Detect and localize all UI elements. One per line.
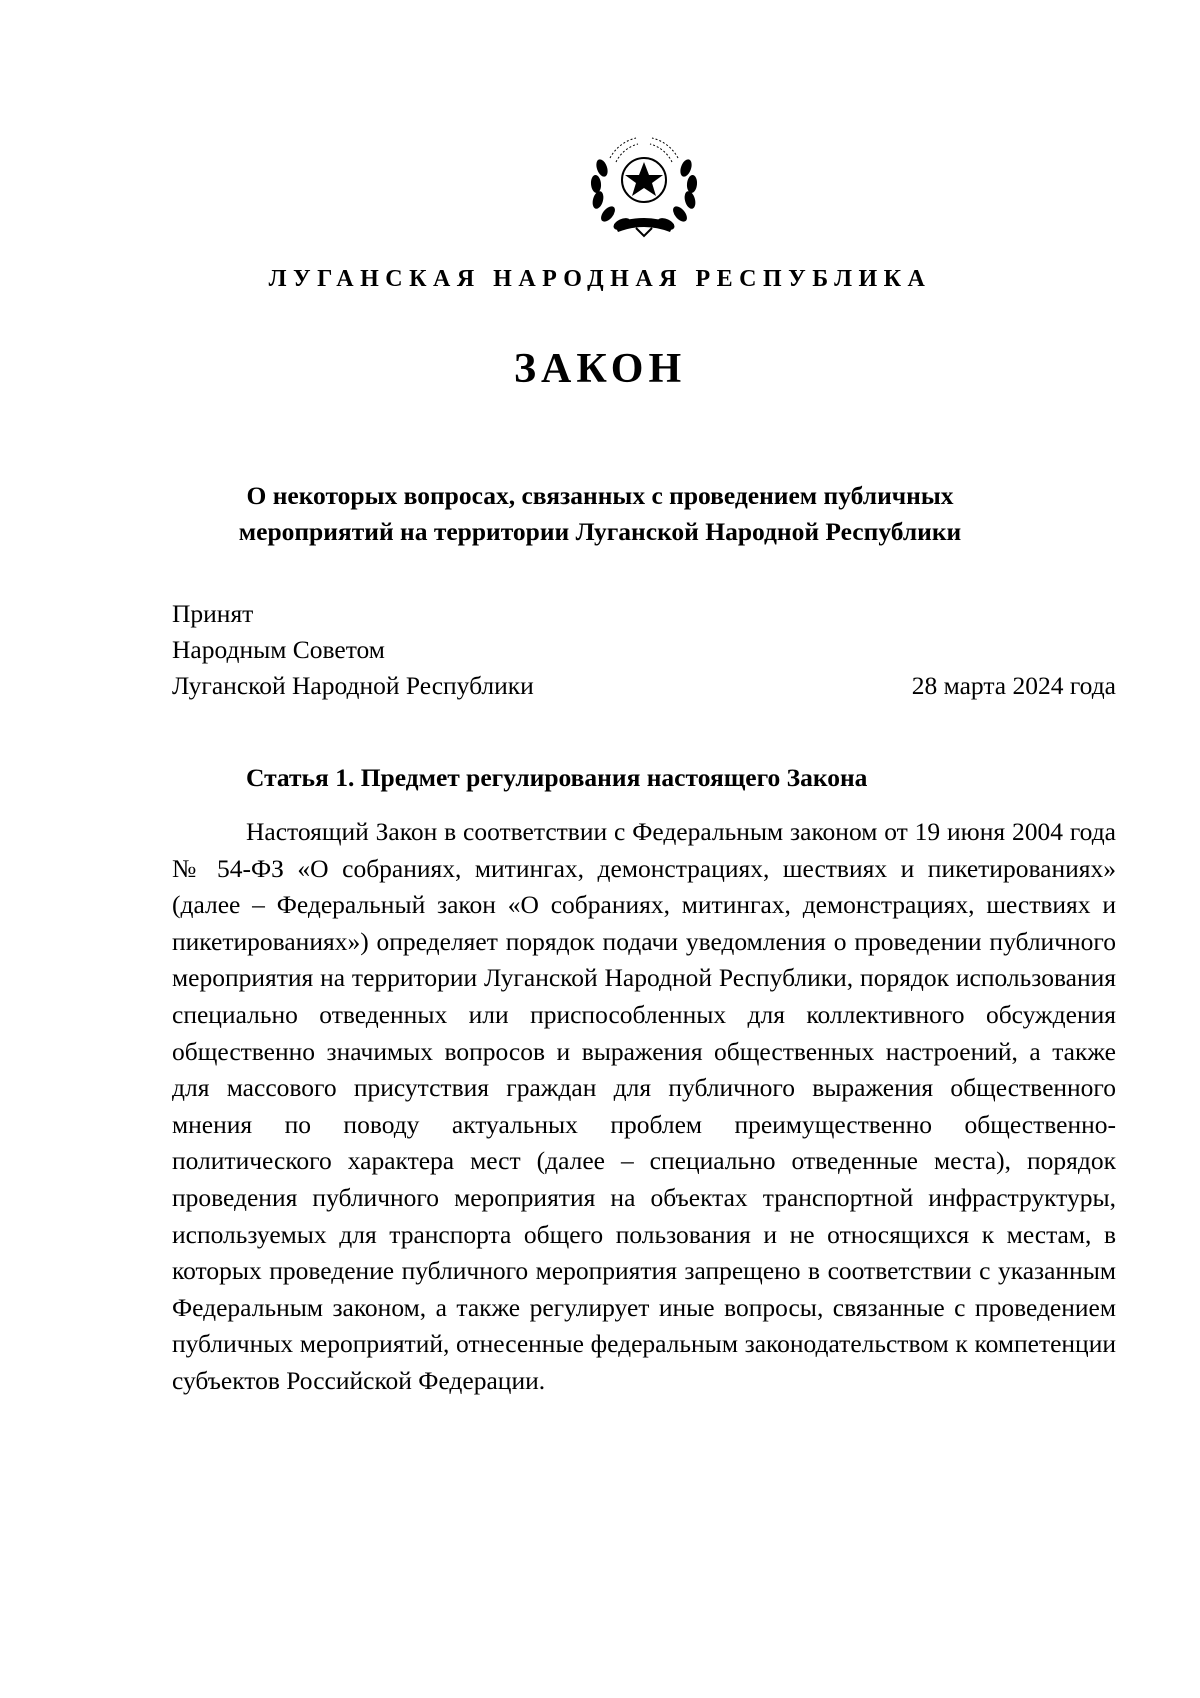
- adoption-line-1: Принят: [172, 599, 254, 628]
- adoption-date: 28 марта 2024 года: [911, 671, 1116, 700]
- coat-of-arms-icon: [580, 128, 708, 240]
- republic-name: ЛУГАНСКАЯ НАРОДНАЯ РЕСПУБЛИКА: [268, 266, 932, 292]
- adoption-line-2: Народным Советом: [172, 635, 385, 664]
- article-1-body: Настоящий Закон в соответствии с Федеральным законом от 19 июня 2004 года № 54-ФЗ «О собраниях, митингах, демонстрациях, шествиях и пикетированиях» (далее – Федеральный закон «О собраниях, митингах, демонстрациях, шествиях и пикетированиях») определяет порядок подачи уведомления о проведении публичного мероприятия на территории Луганской Народной Республики, порядок использования специально отведенных или приспособленных для коллективного обсуждения общественно значимых вопросов и выражения общественных настроений, а также для массового присутствия граждан для публичного выражения общественного мнения по поводу актуальных проблем преимущественно общественно-политического характера мест (далее – специально отведенные места), порядок проведения публичного мероприятия на объектах транспортной инфраструктуры, используемых для транспорта общего пользования и не относящихся к местам, в которых проведение публичного мероприятия запрещено в соответствии с указанным Федеральным законом, а также регулирует иные вопросы, связанные с проведением публичных мероприятий, отнесенные федеральным законодательством к компетенции субъектов Российской Федерации.: [172, 817, 1116, 1395]
- document-type: ЗАКОН: [513, 346, 687, 392]
- adoption-line-3: Луганской Народной Республики: [172, 671, 534, 700]
- adoption-block: [172, 596, 1116, 704]
- document-title: О некоторых вопросах, связанных с проведением публичных мероприятий на территории Луганской Народной Республики: [238, 481, 962, 546]
- article-1-heading: Статья 1. Предмет регулирования настоящего Закона: [246, 763, 868, 792]
